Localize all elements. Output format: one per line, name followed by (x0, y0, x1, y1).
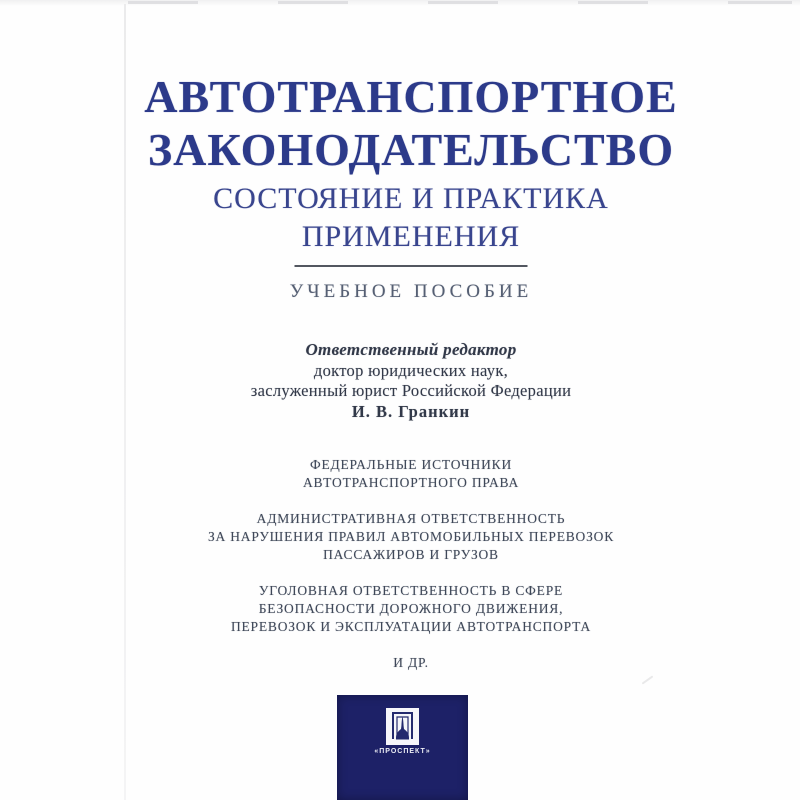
topic-line: ПЕРЕВОЗОК И ЭКСПЛУАТАЦИИ АВТОТРАНСПОРТА (230, 619, 592, 634)
topic-line: ЗА НАРУШЕНИЯ ПРАВИЛ АВТОМОБИЛЬНЫХ ПЕРЕВОЗОК (207, 529, 615, 544)
topic-group (125, 510, 697, 564)
book-subtitle (125, 180, 697, 256)
topic-line: ФЕДЕРАЛЬНЫЕ ИСТОЧНИКИ (309, 457, 512, 472)
topics-list (125, 456, 697, 690)
topic-line: АВТОТРАНСПОРТНОГО ПРАВА (302, 475, 519, 490)
editor-role: Ответственный редактор (305, 340, 517, 359)
publisher-name: «ПРОСПЕКТ» (374, 748, 431, 755)
topic-group (125, 654, 697, 672)
prospekt-tower-icon (386, 708, 419, 745)
edition-type: УЧЕБНОЕ ПОСОБИЕ (289, 281, 533, 302)
publisher-logo (337, 695, 468, 800)
title-divider (295, 265, 528, 267)
topic-line: ПАССАЖИРОВ И ГРУЗОВ (323, 547, 499, 562)
topic-line: И ДР. (393, 655, 429, 670)
topic-group (125, 582, 697, 636)
book-title-line-2: ЗАКОНОДАТЕЛЬСТВО (147, 124, 675, 175)
topic-line: УГОЛОВНАЯ ОТВЕТСТВЕННОСТЬ В СФЕРЕ (258, 583, 564, 598)
book-subtitle-line-2: ПРИМЕНЕНИЯ (301, 220, 521, 253)
book-title-line-1: АВТОТРАНСПОРТНОЕ (144, 71, 678, 122)
book-subtitle-line-1: СОСТОЯНИЕ И ПРАКТИКА (213, 182, 609, 215)
book-title (125, 70, 697, 176)
editor-block (125, 340, 697, 422)
book-cover (125, 0, 697, 800)
editor-name: И. В. Гранкин (351, 401, 471, 421)
topic-line: АДМИНИСТРАТИВНАЯ ОТВЕТСТВЕННОСТЬ (256, 511, 566, 526)
editor-credentials-line-2: заслуженный юрист Российской Федерации (250, 381, 572, 400)
topic-group (125, 456, 697, 492)
editor-credentials-line-1: доктор юридических наук, (313, 360, 509, 380)
topic-line: БЕЗОПАСНОСТИ ДОРОЖНОГО ДВИЖЕНИЯ, (258, 601, 564, 616)
